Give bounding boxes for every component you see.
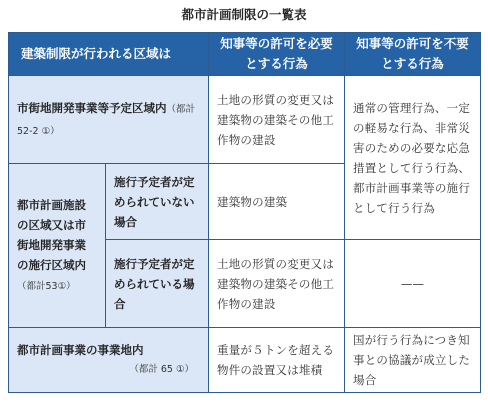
header-area: 建築制限が行われる区域は	[9, 33, 209, 76]
label-jigyochi-text: 都市計画事業の事業地内	[17, 343, 144, 357]
label-sub-designated: 施行予定者が定められている場合	[106, 240, 209, 328]
label-shisetsu-text: 都市計画施設の区域又は市街地開発事業の施行区域内	[17, 197, 86, 272]
label-jigyochi	[9, 328, 209, 393]
dash-mark: ——	[400, 276, 425, 291]
table-row	[9, 328, 481, 393]
label-yotei-area	[9, 76, 209, 164]
header-permit-not-required: 知事等の許可を不要とする行為	[345, 33, 481, 76]
header-row	[9, 33, 481, 76]
label-sub-not-designated: 施行予定者が定められていない場合	[106, 164, 209, 240]
permit-not-required-jigyochi: 国が行う行為につき知事との協議が成立した場合	[345, 328, 481, 393]
ref-shisetsu: （都計53①）	[17, 280, 76, 292]
permit-required-jigyochi: 重量が５トンを超える物件の設置又は堆積	[209, 328, 345, 393]
permit-required-sub1: 建築物の建築	[209, 164, 345, 240]
table-row	[9, 76, 481, 164]
permit-not-required-shared: 通常の管理行為、一定の軽易な行為、非常災害のための必要な応急措置として行う行為、都市計画事業等の施行として行う行為	[345, 76, 481, 240]
permit-required-yotei: 土地の形質の変更又は建築物の建築その他工作物の建設	[209, 76, 345, 164]
permit-not-required-sub2	[345, 240, 481, 328]
header-permit-required: 知事等の許可を必要とする行為	[209, 33, 345, 76]
restriction-table	[8, 32, 481, 393]
label-shisetsu-area	[9, 164, 106, 328]
permit-required-sub2: 土地の形質の変更又は建築物の建築その他工作物の建設	[209, 240, 345, 328]
label-yotei-text: 市街地開発事業等予定区域内	[17, 100, 167, 115]
page-title: 都市計画制限の一覧表	[181, 7, 307, 22]
ref-jigyochi: （都計 65 ①）	[129, 364, 195, 375]
ref-yotei: （都計 52-2 ①）	[17, 103, 196, 137]
